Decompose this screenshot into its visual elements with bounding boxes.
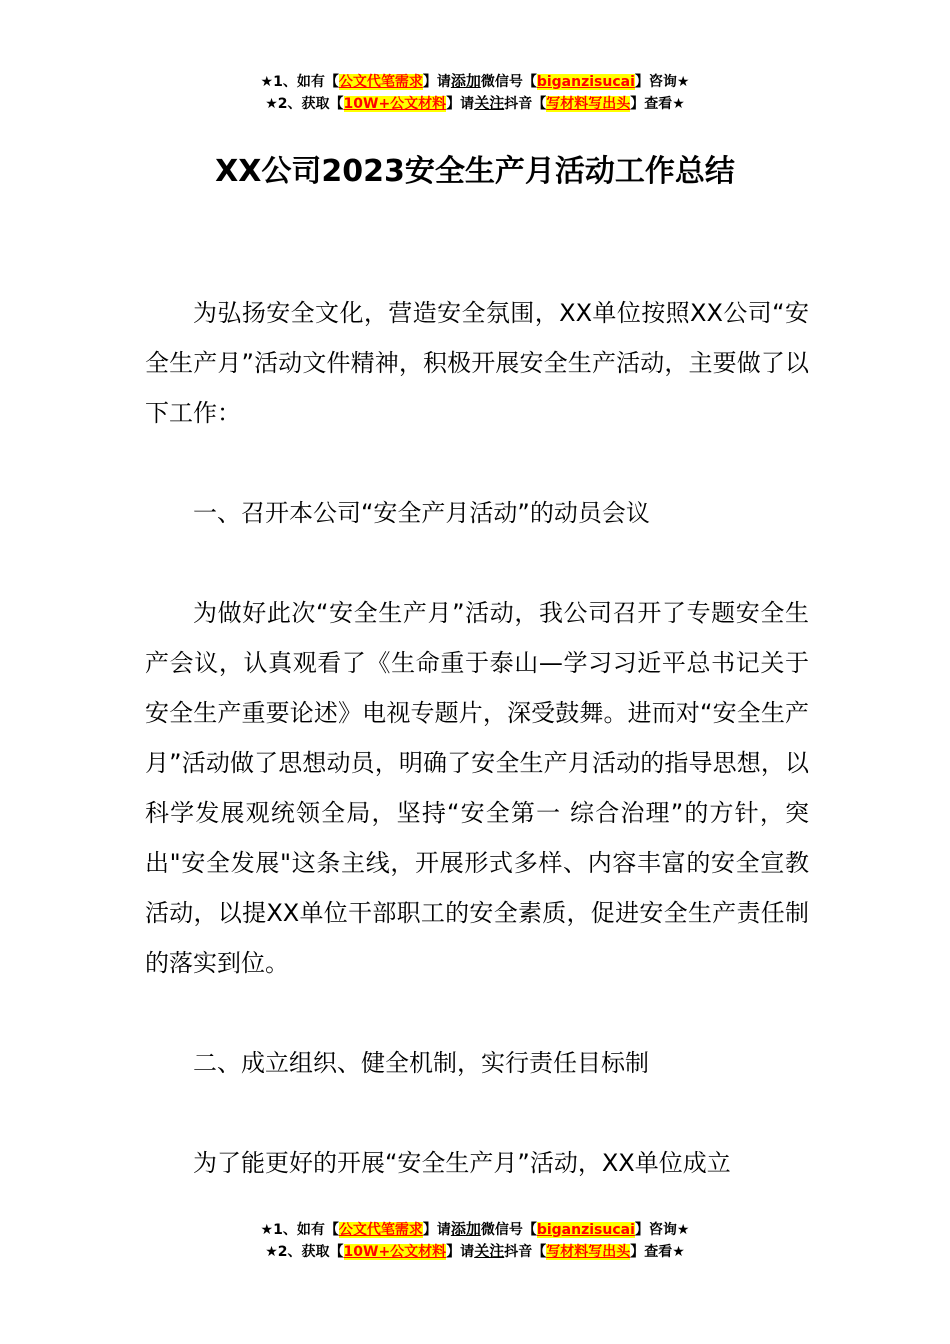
banner-line-1: [0, 1218, 950, 1240]
wechat-id-highlight: biganzisucai: [536, 74, 635, 90]
document-title: XX公司2023安全生产月活动工作总结: [215, 154, 735, 189]
banner-text: 抖音【: [504, 1244, 547, 1260]
section-heading-2: 二、成立组织、健全机制，实行责任目标制: [193, 1049, 649, 1077]
douyin-id-highlight: 写材料写出头: [546, 96, 631, 112]
banner-text: ★2、获取【: [265, 96, 344, 112]
section-1-paragraph: 为做好此次“安全生产月”活动，我公司召开了专题安全生产会议，认真观看了《生命重于泰山—学习习近平总书记关于安全生产重要论述》电视专题片，深受鼓舞。进而对“安全生产月”活动做了思想动员，明确了安全生产月活动的指导思想，以科学发展观统领全局，坚持“安全第一 综合治理”的方针，突出"安全发展"这条主线，开展形式多样、内容丰富的安全宣教活动，以提XX单位干部职工的安全素质，促进安全生产责任制的落实到位。: [145, 599, 809, 977]
banner-emphasis: 添加: [450, 72, 481, 90]
banner-line-1: [0, 70, 950, 92]
wechat-id-highlight: biganzisucai: [536, 1222, 635, 1238]
document-body: [145, 288, 809, 1188]
banner-text: 】请: [422, 74, 451, 90]
banner-text: ★1、如有【: [260, 74, 339, 90]
banner-text: 抖音【: [504, 96, 547, 112]
banner-text: 微信号【: [480, 74, 537, 90]
service-highlight: 公文代笔需求: [338, 74, 423, 90]
materials-highlight: 10W+公文材料: [343, 96, 447, 112]
banner-text: 】请: [446, 96, 475, 112]
banner-emphasis: 关注: [474, 1242, 505, 1260]
service-highlight: 公文代笔需求: [338, 1222, 423, 1238]
banner-text: 】咨询★: [634, 1222, 690, 1238]
banner-line-2: [0, 92, 950, 114]
banner-text: 微信号【: [480, 1222, 537, 1238]
banner-text: ★2、获取【: [265, 1244, 344, 1260]
banner-text: 】查看★: [630, 96, 685, 112]
banner-text: 】咨询★: [634, 74, 690, 90]
banner-text: 】查看★: [630, 1244, 685, 1260]
top-banner: [0, 70, 950, 114]
intro-paragraph: 为弘扬安全文化，营造安全氛围，XX单位按照XX公司“安全生产月”活动文件精神，积极开展安全生产活动，主要做了以下工作：: [145, 299, 809, 427]
section-heading-1: 一、召开本公司“安全产月活动”的动员会议: [193, 499, 650, 527]
materials-highlight: 10W+公文材料: [343, 1244, 447, 1260]
banner-text: 】请: [446, 1244, 475, 1260]
section-2-paragraph: 为了能更好的开展“安全生产月”活动，XX单位成立: [193, 1149, 731, 1177]
banner-text: ★1、如有【: [260, 1222, 339, 1238]
banner-emphasis: 添加: [450, 1220, 481, 1238]
banner-text: 】请: [422, 1222, 451, 1238]
banner-line-2: [0, 1240, 950, 1262]
bottom-banner: [0, 1218, 950, 1262]
banner-emphasis: 关注: [474, 94, 505, 112]
douyin-id-highlight: 写材料写出头: [546, 1244, 631, 1260]
